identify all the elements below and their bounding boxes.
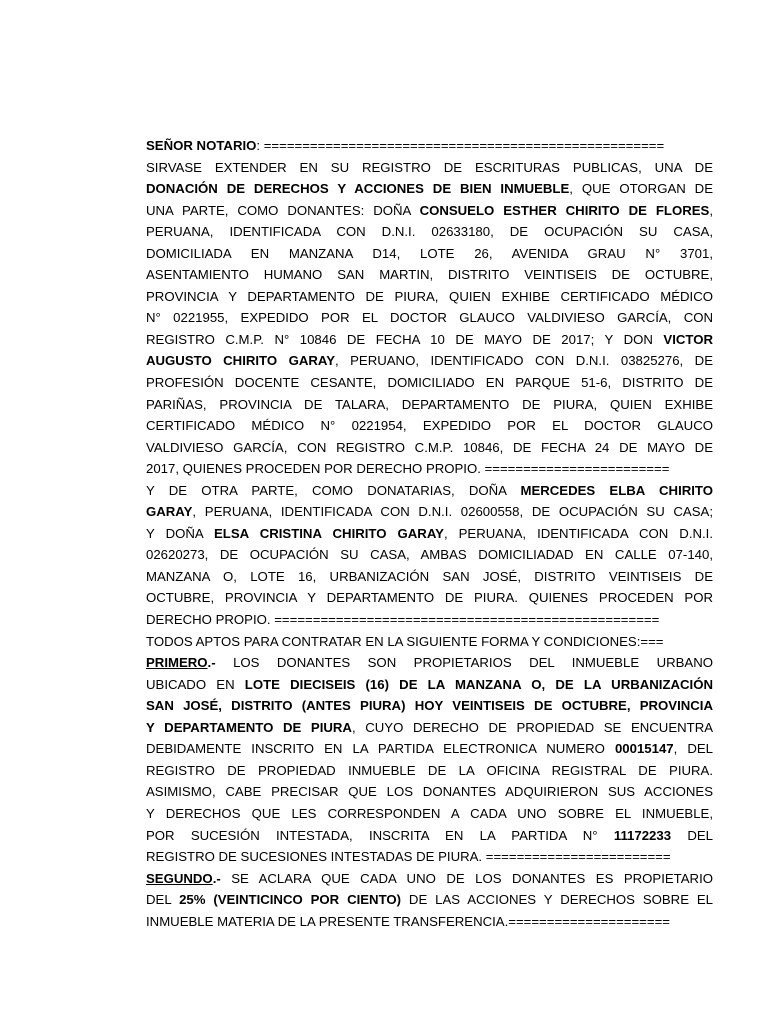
text-run: ASIMISMO, CABE PRECISAR QUE LOS DONANTES ADQUIRIERON SUS ACCIONES — [146, 784, 713, 800]
text-run: , DEL — [673, 741, 713, 757]
text-run: VALDIVIESO GARCÍA, CON REGISTRO C.M.P. 10846, DE FECHA 24 DE MAYO DE — [146, 439, 713, 455]
text-run: 25% (VEINTICINCO POR CIENTO) — [179, 892, 402, 908]
text-run: DONACIÓN DE DERECHOS Y ACCIONES DE BIEN INMUEBLE — [146, 181, 570, 197]
text-run: UNA PARTE, COMO DONANTES: DOÑA — [146, 202, 420, 218]
text-run: PARIÑAS, PROVINCIA DE TALARA, DEPARTAMENTO DE PIURA, QUIEN EXHIBE — [146, 396, 713, 412]
document-line — [146, 889, 713, 911]
document-line — [146, 760, 713, 782]
text-run: POR SUCESIÓN INTESTADA, INSCRITA EN LA PARTIDA N° — [146, 827, 614, 843]
text-run: UBICADO EN — [146, 676, 245, 692]
document-line — [146, 394, 713, 416]
document-line — [146, 178, 713, 200]
document-body — [146, 135, 713, 932]
text-run: Y DERECHOS QUE LES CORRESPONDEN A CADA UNO SOBRE EL INMUEBLE, — [146, 805, 713, 821]
text-run: , PERUANO, IDENTIFICADO CON D.N.I. 03825276, DE — [335, 353, 713, 369]
text-run: SAN JOSÉ, DISTRITO (ANTES PIURA) HOY VEINTISEIS DE OCTUBRE, PROVINCIA — [146, 698, 713, 714]
text-run: OCTUBRE, PROVINCIA Y DEPARTAMENTO DE PIURA. QUIENES PROCEDEN POR — [146, 590, 713, 606]
text-run: 02620273, DE OCUPACIÓN SU CASA, AMBAS DOMICILIADAD EN CALLE 07-140, — [146, 547, 713, 563]
document-line — [146, 221, 713, 243]
text-run: AUGUSTO CHIRITO GARAY — [146, 353, 335, 369]
document-line — [146, 609, 713, 631]
text-run: , QUE OTORGAN DE — [569, 181, 713, 197]
document-line — [146, 200, 713, 222]
document-line — [146, 437, 713, 459]
text-run: GARAY — [146, 504, 193, 520]
text-run: 11172233 — [613, 827, 672, 843]
text-run: VICTOR — [663, 331, 713, 347]
document-line — [146, 523, 713, 545]
text-run: ASENTAMIENTO HUMANO SAN MARTIN, DISTRITO VEINTISEIS DE OCTUBRE, — [146, 267, 713, 283]
document-line — [146, 738, 713, 760]
text-run: SIRVASE EXTENDER EN SU REGISTRO DE ESCRITURAS PUBLICAS, UNA DE — [146, 159, 713, 175]
document-line — [146, 329, 713, 351]
text-run: , PERUANA, IDENTIFICADA CON D.N.I. — [443, 525, 713, 541]
text-run: SEGUNDO — [146, 870, 213, 886]
text-run: N° 0221955, EXPEDIDO POR EL DOCTOR GLAUCO VALDIVIESO GARCÍA, CON — [146, 310, 713, 326]
text-run: PERUANA, IDENTIFICADA CON D.N.I. 02633180, DE OCUPACIÓN SU CASA, — [146, 224, 713, 240]
document-line — [146, 652, 713, 674]
text-run: DEL — [671, 827, 713, 843]
document-line — [146, 674, 713, 696]
document-line — [146, 631, 713, 653]
text-run: 00015147 — [614, 741, 674, 757]
text-run: , PERUANA, IDENTIFICADA CON D.N.I. 02600558, DE OCUPACIÓN SU CASA; — [192, 504, 713, 520]
text-run: CONSUELO ESTHER CHIRITO DE FLORES — [419, 202, 710, 218]
document-line — [146, 480, 713, 502]
document-line — [146, 135, 713, 157]
text-run: DERECHO PROPIO. ================================================== — [146, 612, 660, 628]
document-line — [146, 372, 713, 394]
text-run: Y DE OTRA PARTE, COMO DONATARIAS, DOÑA — [146, 482, 521, 498]
text-run: REGISTRO C.M.P. N° 10846 DE FECHA 10 DE MAYO DE 2017; Y DON — [146, 331, 664, 347]
text-run: TODOS APTOS PARA CONTRATAR EN LA SIGUIENTE FORMA Y CONDICIONES:=== — [146, 633, 664, 649]
text-run: Y DOÑA — [146, 525, 214, 541]
text-run: DEL — [146, 892, 180, 908]
text-run: ELSA CRISTINA CHIRITO GARAY — [214, 525, 444, 541]
document-line — [146, 157, 713, 179]
text-run: DOMICILIADA EN MANZANA D14, LOTE 26, AVENIDA GRAU N° 3701, — [146, 245, 713, 261]
document-line — [146, 350, 713, 372]
text-run: : ==================================================== — [256, 138, 665, 153]
text-run: REGISTRO DE PROPIEDAD INMUEBLE DE LA OFICINA REGISTRAL DE PIURA. — [146, 762, 713, 778]
text-run: DEBIDAMENTE INSCRITO EN LA PARTIDA ELECTRONICA NUMERO — [146, 741, 615, 757]
text-run: PROFESIÓN DOCENTE CESANTE, DOMICILIADO EN PARQUE 51-6, DISTRITO DE — [146, 375, 713, 391]
text-run: DE LAS ACCIONES Y DERECHOS SOBRE EL — [401, 892, 713, 908]
text-run: .- — [207, 655, 216, 671]
document-line — [146, 587, 713, 609]
text-run: REGISTRO DE SUCESIONES INTESTADAS DE PIURA. ======================== — [146, 849, 671, 865]
document-line — [146, 544, 713, 566]
text-run: Y DEPARTAMENTO DE PIURA — [146, 719, 352, 735]
document-line — [146, 566, 713, 588]
text-run: .- — [212, 870, 221, 886]
document-line — [146, 781, 713, 803]
document-line — [146, 695, 713, 717]
text-run: , — [709, 202, 713, 218]
text-run: CERTIFICADO MÉDICO N° 0221954, EXPEDIDO POR EL DOCTOR GLAUCO — [146, 418, 713, 434]
text-run: LOTE DIECISEIS (16) DE LA MANZANA O, DE LA URBANIZACIÓN — [244, 676, 713, 692]
document-line — [146, 717, 713, 739]
document-line — [146, 501, 713, 523]
document-line — [146, 868, 713, 890]
text-run: MERCEDES ELBA CHIRITO — [520, 482, 713, 498]
text-run: INMUEBLE MATERIA DE LA PRESENTE TRANSFERENCIA.===================== — [146, 913, 670, 929]
document-line — [146, 415, 713, 437]
document-line — [146, 458, 713, 480]
document-line — [146, 286, 713, 308]
document-line — [146, 825, 713, 847]
document-line — [146, 911, 713, 933]
text-run: , CUYO DERECHO DE PROPIEDAD SE ENCUENTRA — [351, 719, 713, 735]
text-run: SEÑOR NOTARIO — [146, 138, 257, 153]
text-run: 2017, QUIENES PROCEDEN POR DERECHO PROPIO. ======================== — [146, 461, 670, 477]
text-run: LOS DONANTES SON PROPIETARIOS DEL INMUEBLE URBANO — [215, 655, 713, 671]
text-run: PRIMERO — [146, 655, 208, 671]
text-run: PROVINCIA Y DEPARTAMENTO DE PIURA, QUIEN EXHIBE CERTIFICADO MÉDICO — [146, 288, 713, 304]
document-line — [146, 264, 713, 286]
document-line — [146, 803, 713, 825]
document-line — [146, 243, 713, 265]
document-line — [146, 846, 713, 868]
text-run: MANZANA O, LOTE 16, URBANIZACIÓN SAN JOSÉ, DISTRITO VEINTISEIS DE — [146, 568, 713, 584]
document-line — [146, 307, 713, 329]
text-run: SE ACLARA QUE CADA UNO DE LOS DONANTES ES PROPIETARIO — [220, 870, 713, 886]
